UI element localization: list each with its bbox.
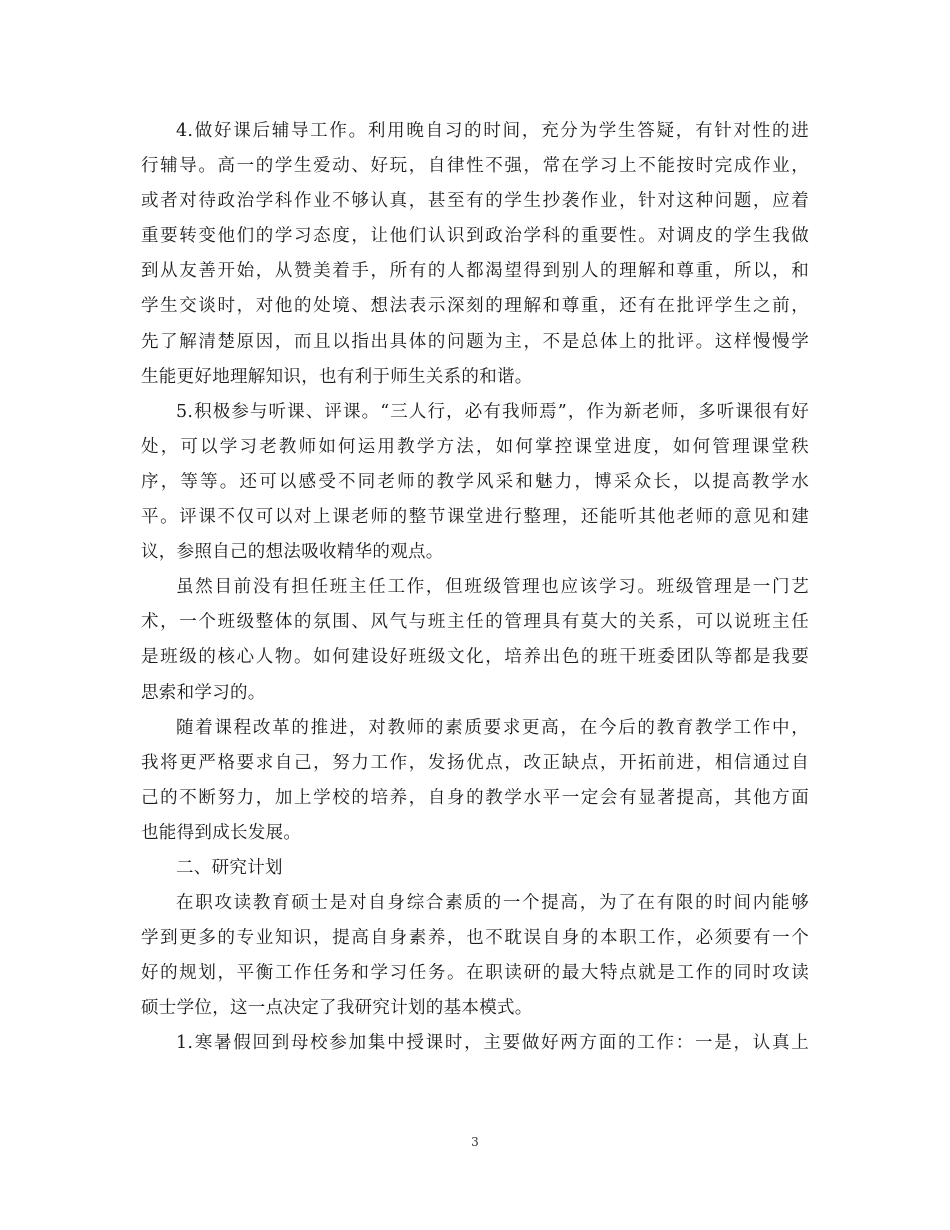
text-line: 1.寒暑假回到母校参加集中授课时，主要做好两方面的工作：一是，认真上 bbox=[176, 1033, 809, 1054]
text-line: 我将更严格要求自己，努力工作，发扬优点，改正缺点，开拓前进，相信通过自 bbox=[141, 752, 809, 773]
text-line: 二、研究计划 bbox=[176, 857, 283, 878]
text-line: 术，一个班级整体的氛围、风气与班主任的管理具有莫大的关系，可以说班主任 bbox=[141, 612, 809, 633]
text-line: 硕士学位，这一点决定了我研究计划的基本模式。 bbox=[141, 998, 533, 1019]
text-line: 生能更好地理解知识，也有利于师生关系的和谐。 bbox=[141, 366, 533, 387]
text-line: 议，参照自己的想法吸收精华的观点。 bbox=[141, 542, 444, 563]
text-line: 学生交谈时，对他的处境、想法表示深刻的理解和尊重，还有在批评学生之前， bbox=[141, 296, 809, 317]
text-line: 己的不断努力，加上学校的培养，自身的教学水平一定会有显著提高，其他方面 bbox=[141, 787, 809, 808]
text-line: 或者对待政治学科作业不够认真，甚至有的学生抄袭作业，针对这种问题，应着 bbox=[141, 191, 809, 212]
text-line: 行辅导。高一的学生爱动、好玩，自律性不强，常在学习上不能按时完成作业， bbox=[141, 156, 809, 177]
text-line: 随着课程改革的推进，对教师的素质要求更高，在今后的教育教学工作中， bbox=[176, 717, 809, 738]
text-line: 重要转变他们的学习态度，让他们认识到政治学科的重要性。对调皮的学生我做 bbox=[141, 226, 809, 247]
text-line: 好的规划，平衡工作任务和学习任务。在职读研的最大特点就是工作的同时攻读 bbox=[141, 963, 809, 984]
text-line: 4.做好课后辅导工作。利用晚自习的时间，充分为学生答疑，有针对性的进 bbox=[176, 121, 809, 141]
text-line: 学到更多的专业知识，提高自身素养，也不耽误自身的本职工作，必须要有一个 bbox=[141, 928, 809, 949]
text-line: 5.积极参与听课、评课。“三人行，必有我师焉”，作为新老师，多听课很有好 bbox=[176, 401, 809, 422]
page-number: 3 bbox=[471, 1135, 479, 1149]
text-line: 是班级的核心人物。如何建设好班级文化，培养出色的班干班委团队等都是我要 bbox=[141, 647, 809, 668]
text-line: 先了解清楚原因，而且以指出具体的问题为主，不是总体上的批评。这样慢慢学 bbox=[141, 331, 809, 352]
text-line: 虽然目前没有担任班主任工作，但班级管理也应该学习。班级管理是一门艺 bbox=[176, 577, 809, 598]
document-body bbox=[141, 114, 809, 1062]
text-line: 在职攻读教育硕士是对自身综合素质的一个提高，为了在有限的时间内能够 bbox=[176, 893, 809, 914]
text-line: 平。评课不仅可以对上课老师的整节课堂进行整理，还能听其他老师的意见和建 bbox=[141, 507, 809, 528]
text-line: 也能得到成长发展。 bbox=[141, 822, 302, 843]
text-line: 序，等等。还可以感受不同老师的教学风采和魅力，博采众长，以提高教学水 bbox=[141, 471, 809, 492]
text-line: 思索和学习的。 bbox=[141, 682, 266, 703]
text-line: 处，可以学习老教师如何运用教学方法，如何掌控课堂进度，如何管理课堂秩 bbox=[141, 436, 809, 457]
text-line: 到从友善开始，从赞美着手，所有的人都渴望得到别人的理解和尊重，所以，和 bbox=[141, 261, 809, 282]
